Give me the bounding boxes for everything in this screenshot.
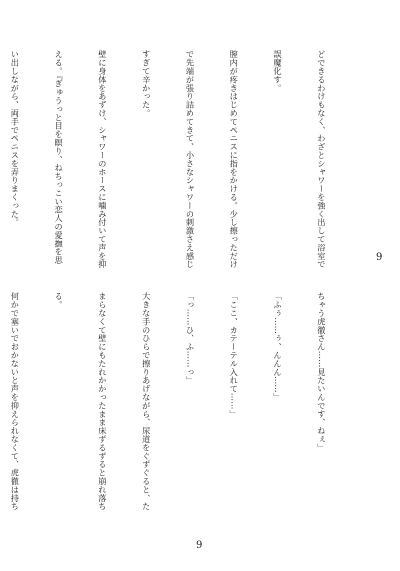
text-line: 「ここ、カテーテル入れて……」 — [229, 292, 240, 418]
text-block-lower — [10, 292, 358, 511]
text-line: 何かで塞いでおかないと声を抑えられなくて、虎徹は持ち — [10, 292, 21, 511]
text-line: まらなくて壁にもたれかかったまま床ずるずると崩れ落ち — [97, 292, 108, 511]
text-line: すぎて辛かった。 — [141, 50, 152, 118]
text-line: える。『ぎゅうっと目を瞑り、ねちっこい恋人の愛撫を思 — [54, 50, 65, 265]
text-line: 誤魔化す。 — [273, 50, 284, 92]
text-block-upper — [10, 50, 358, 269]
text-line: 大きな手のひらで擦りあげながら、尿道をぐずぐると、た — [141, 292, 152, 511]
text-line: る。 — [54, 292, 65, 309]
text-line: 「ふぅ……ぅ、んんん……」 — [273, 292, 284, 402]
text-line: い出しながら、両手でペニスを弄りまくった。 — [10, 50, 21, 227]
text-line: ちゃう虎徹さん……見たいんです、ねぇ」 — [316, 292, 327, 452]
text-line: どできるわけもなく、わざとシャワーを強く出して浴室で — [316, 50, 327, 269]
text-line: 「っ……ひ、ふ……っ」 — [185, 292, 196, 385]
text-line: 膣内が疼きはじめてペニスに指をかける。少し擦っただけ — [229, 50, 240, 269]
text-line: で先端が張り詰めてきて、小さなシャワーの刺激さえ感じ — [185, 50, 196, 269]
text-line: 壁に身体をあずけ、シャワーのホースに噛み付いて声を抑 — [97, 50, 108, 269]
page-number-top: 9 — [376, 252, 383, 263]
page-number-bottom: 9 — [196, 540, 203, 551]
